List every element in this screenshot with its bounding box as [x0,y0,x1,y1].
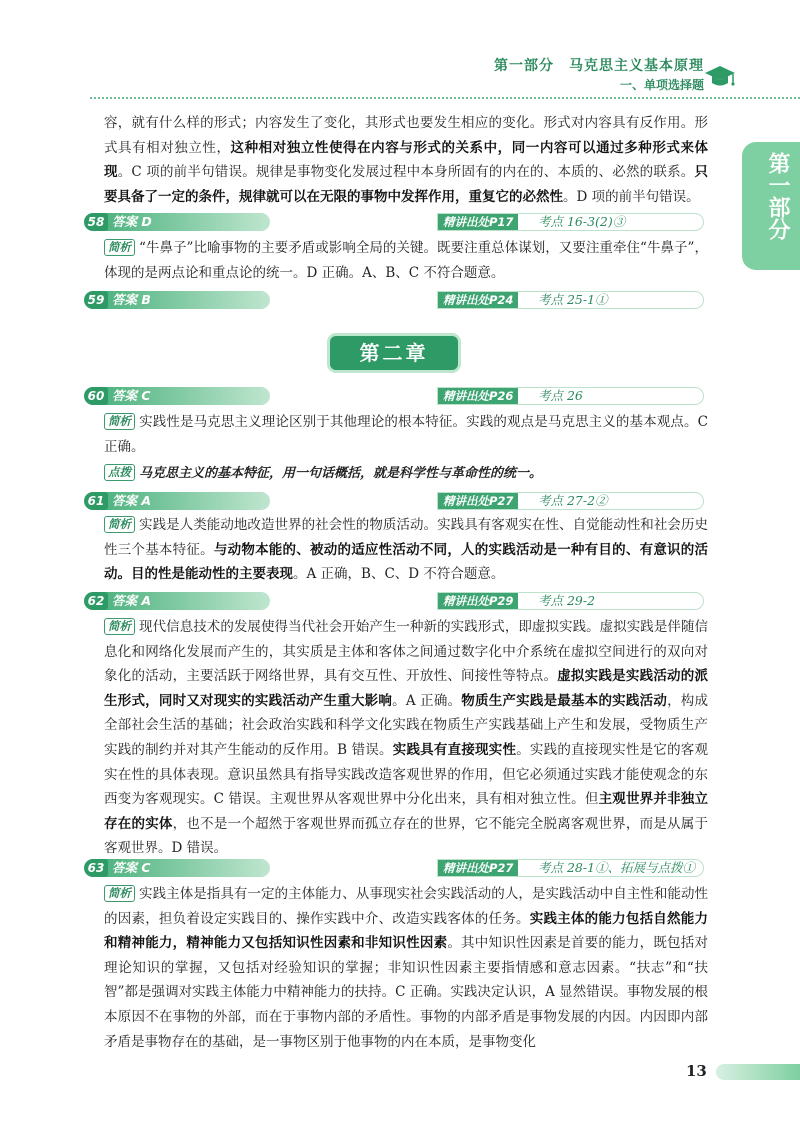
body-text: “牛鼻子”比喻事物的主要矛盾或影响全局的关键。既要注重总体谋划，又要注重牵住“牛鼻子”，体现的是两点论和重点论的统一。D 正确。A、B、C 不符合题意。 [104,240,708,281]
answer-label: 答案 A [112,593,152,608]
source-label [438,388,518,404]
body-text: 实践是人类能动地改造世界的社会性的物质活动。实践具有客观实在性、自觉能动性和社会历史性三个基本特征。 [104,517,708,558]
emphasis-text: 主观世界并非独立存在的实体 [104,791,709,832]
analysis-tag: 简析 [104,413,135,430]
source-reference [437,859,704,877]
source-label-text: 精讲出处 [443,293,489,307]
emphasis-text: 虚拟实践是实践活动的派生形式，同时又对现实的实践活动产生重大影响 [104,668,709,709]
source-page: P24 [489,293,514,307]
analysis-tag: 简析 [104,885,135,902]
page-number: 13 [686,1062,707,1080]
answer-label: 答案 C [112,860,151,875]
body-text: 。C 项的前半句错误。规律是事物变化发展过程中本身所固有的内在的、本质的、必然的联系。 [117,164,695,181]
analysis-tag: 简析 [104,516,135,533]
analysis-60 [104,410,708,459]
body-text: 容，就有什么样的形式；内容发生了变化，其形式也要发生相应的变化。形式对内容具有反作用。形式具有相对独立性， [104,115,708,156]
body-text: 。A 正确，B、C、D 不符合题意。 [293,566,505,583]
section-title: 第一部分 马克思主义基本原理 [494,58,704,74]
source-reference [437,387,704,405]
answer-banner [104,387,270,405]
source-reference [437,492,704,510]
question-number-badge: 58 [84,213,108,231]
tip-tag: 点拨 [104,464,135,481]
answer-banner [104,592,270,610]
answer-row-59 [84,290,704,310]
analysis-61 [104,513,708,587]
body-text: 。D 项的前半句错误。 [563,188,700,205]
source-page: P17 [489,215,514,229]
answer-row-61 [84,491,704,511]
tip-60 [104,461,708,487]
emphasis-text: 实践具有直接现实性 [392,741,517,758]
source-page: P29 [489,594,514,608]
answer-row-58 [84,212,704,232]
answer-label: 答案 D [112,214,152,229]
question-number-badge: 59 [84,291,108,309]
answer-row-63 [84,858,704,878]
answer-row-62 [84,591,704,611]
analysis-62 [104,615,708,861]
kaodian-ref: 考点 16-3(2)③ [538,214,626,229]
answer-banner [104,291,270,309]
chapter-heading: 第二章 [330,336,458,370]
section-subtitle: 一、单项选择题 [619,78,704,92]
answer-banner [104,213,270,231]
kaodian-ref: 考点 28-1①、拓展与点拨① [538,860,696,875]
source-label-text: 精讲出处 [443,215,489,229]
source-label [438,493,518,509]
intro-paragraph [104,111,708,209]
source-reference [437,213,704,231]
answer-label: 答案 C [112,388,151,403]
source-page: P27 [489,494,514,508]
source-label-text: 精讲出处 [443,861,489,875]
body-text: 实践性是马克思主义理论区别于其他理论的根本特征。实践的观点是马克思主义的基本观点。C 正确。 [104,414,708,455]
question-number-badge: 63 [84,859,108,877]
emphasis-text: 这种相对独立性使得在内容与形式的关系中，同一内容可以通过多种形式来体现 [104,139,709,181]
source-page: P26 [489,389,514,403]
analysis-58 [104,236,708,285]
answer-banner [104,492,270,510]
emphasis-text: 与动物本能的、被动的适应性活动不同，人的实践活动是一种有目的、有意识的活动。目的性是能动性的主要表现 [104,541,709,583]
source-label [438,292,518,308]
page-number-bar [716,1064,800,1080]
source-label [438,214,518,230]
header-divider [90,97,800,99]
source-label [438,860,518,876]
part-side-tab [742,142,800,270]
source-label-text: 精讲出处 [443,594,489,608]
body-text: 马克思主义的基本特征，用一句话概括，就是科学性与革命性的统一。 [139,466,543,481]
source-reference [437,291,704,309]
body-text: 。其中知识性因素是首要的能力，既包括对理论知识的掌握，又包括对经验知识的掌握；非知识性因素主要指情感和意志因素。“扶志”和“扶智”都是强调对实践主体能力中精神能力的扶持。C 正确。实践决定认识，A 显然错误。事物发展的根本原因不在事物的外部，而在于事物内部的矛盾性。事物的内部矛盾是事物发展的内因。内因即内部矛盾是事物存在的基础，是一事物区别于他事物的内在本质，是事物变化 [104,935,709,1050]
answer-row-60 [84,386,704,406]
question-number-badge: 62 [84,592,108,610]
source-label [438,593,518,609]
question-number-badge: 60 [84,387,108,405]
source-label-text: 精讲出处 [443,389,489,403]
kaodian-ref: 考点 27-2② [538,493,608,508]
source-page: P27 [489,861,514,875]
emphasis-text: 实践主体的能力包括自然能力和精神能力，精神能力又包括知识性因素和非知识性因素 [104,910,709,952]
kaodian-ref: 考点 25-1① [538,292,608,307]
analysis-63 [104,882,708,1054]
source-reference [437,592,704,610]
body-text: 。A 正确。 [392,692,462,709]
kaodian-ref: 考点 29-2 [538,593,596,608]
body-text: 现代信息技术的发展使得当代社会开始产生一种新的实践形式，即虚拟实践。虚拟实践是伴随信息化和网络化发展而产生的，其实质是主体和客体之间通过数字化中介系统在虚拟空间进行的双向对象化的活动，主要活跃于网络世界，具有交互性、开放性、间接性等特点。 [104,619,708,685]
source-label-text: 精讲出处 [443,494,489,508]
answer-label: 答案 A [112,493,152,508]
tip-text-wrap [139,466,542,481]
part-side-tab-label: 第一部分 [765,152,790,240]
body-text: ，构成全部社会生活的基础；社会政治实践和科学文化实践在物质生产实践基础上产生和发展，受物质生产实践的制约并对其产生能动的反作用。B 错误。 [104,692,709,758]
question-number-badge: 61 [84,492,108,510]
analysis-tag: 简析 [104,239,135,256]
analysis-tag: 简析 [104,618,135,635]
emphasis-text: 只要具备了一定的条件，规律就可以在无限的事物中发挥作用，重复它的必然性 [104,164,709,205]
kaodian-ref: 考点 26 [538,388,583,403]
emphasis-text: 物质生产实践是最基本的实践活动 [461,692,668,709]
answer-banner [104,859,270,877]
answer-label: 答案 B [112,292,151,307]
body-text: ，也不是一个超然于客观世界而孤立存在的世界，它不能完全脱离客观世界，而是从属于客观世界。D 错误。 [104,815,709,857]
graduation-cap-icon [704,64,736,90]
body-text: 。实践的直接现实性是它的客观实在性的具体表现。意识虽然具有指导实践改造客观世界的作用，但它必须通过实践才能使观念的东西变为客观现实。C 错误。主观世界从客观世界中分化出来，具有相对独立性。但 [104,741,709,808]
body-text: 实践主体是指具有一定的主体能力、从事现实社会实践活动的人，是实践活动中自主性和能动性的因素，担负着设定实践目的、操作实践中介、改造实践客体的任务。 [104,886,708,927]
